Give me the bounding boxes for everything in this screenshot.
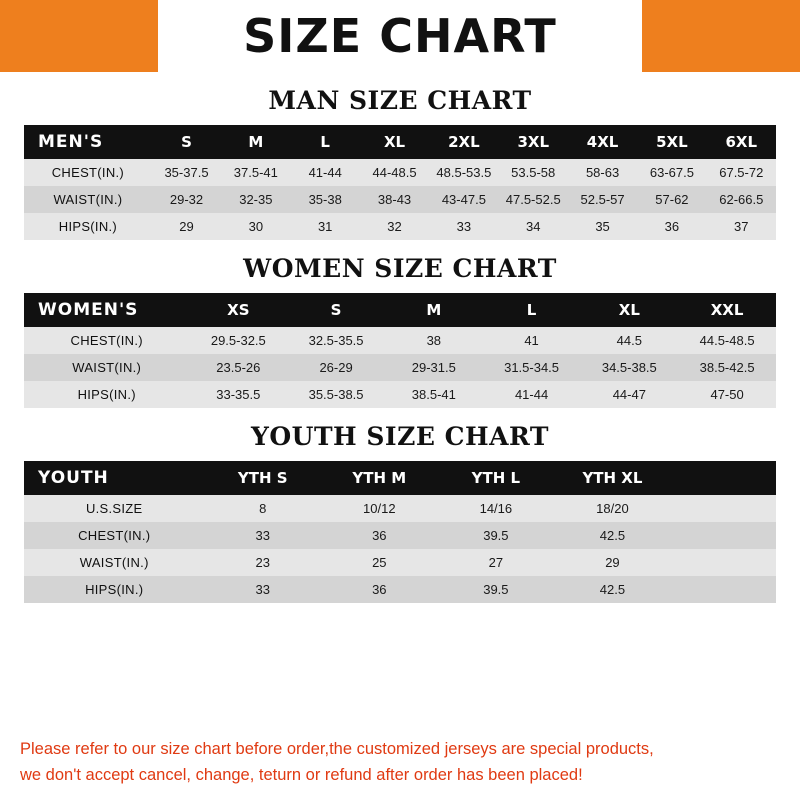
cell: 43-47.5 (429, 186, 498, 213)
table-row (24, 576, 776, 603)
table-row (24, 495, 776, 522)
column-header: YTH XL (554, 461, 671, 495)
cell: 57-62 (637, 186, 706, 213)
cell: 36 (321, 522, 438, 549)
section-youth (24, 422, 776, 603)
table-header-row (24, 293, 776, 327)
column-header: YTH S (204, 461, 321, 495)
cell: 37.5-41 (221, 159, 290, 186)
cell: 44-47 (580, 381, 678, 408)
cell: 38 (385, 327, 483, 354)
row-label: CHEST(IN.) (24, 159, 152, 186)
row-label: CHEST(IN.) (24, 522, 204, 549)
table-man (24, 125, 776, 240)
cell: 35-38 (291, 186, 360, 213)
cell: 41 (483, 327, 581, 354)
cell: 10/12 (321, 495, 438, 522)
row-label: U.S.SIZE (24, 495, 204, 522)
cell: 58-63 (568, 159, 637, 186)
cell: 23.5-26 (189, 354, 287, 381)
cell: 47-50 (678, 381, 776, 408)
cell: 33-35.5 (189, 381, 287, 408)
cell: 35 (568, 213, 637, 240)
cell: 33 (204, 576, 321, 603)
section-title-youth: YOUTH SIZE CHART (251, 422, 549, 451)
footer-line-1: Please refer to our size chart before order,the customized jerseys are special products, (20, 740, 654, 758)
row-label: HIPS(IN.) (24, 213, 152, 240)
row-label: WAIST(IN.) (24, 549, 204, 576)
row-label: WAIST(IN.) (24, 354, 189, 381)
cell: 31.5-34.5 (483, 354, 581, 381)
section-title-man: MAN SIZE CHART (268, 86, 532, 115)
cell: 38.5-41 (385, 381, 483, 408)
column-header: M (385, 293, 483, 327)
cell-spacer (671, 495, 776, 522)
footer-line-2: we don't accept cancel, change, teturn or refund after order has been placed! (20, 766, 583, 784)
cell: 62-66.5 (707, 186, 776, 213)
cell: 53.5-58 (499, 159, 568, 186)
row-label: HIPS(IN.) (24, 576, 204, 603)
cell: 32 (360, 213, 429, 240)
column-header: 5XL (637, 125, 706, 159)
cell: 36 (637, 213, 706, 240)
table-row (24, 549, 776, 576)
header-banner (0, 0, 800, 72)
cell: 42.5 (554, 522, 671, 549)
cell: 39.5 (438, 522, 555, 549)
cell: 14/16 (438, 495, 555, 522)
column-header-spacer (671, 461, 776, 495)
column-header: XS (189, 293, 287, 327)
column-header: XL (580, 293, 678, 327)
cell: 25 (321, 549, 438, 576)
cell: 34.5-38.5 (580, 354, 678, 381)
table-row (24, 213, 776, 240)
cell: 38.5-42.5 (678, 354, 776, 381)
cell: 52.5-57 (568, 186, 637, 213)
section-women (24, 254, 776, 408)
cell: 41-44 (291, 159, 360, 186)
cell: 33 (204, 522, 321, 549)
table-youth (24, 461, 776, 603)
table-header-row (24, 125, 776, 159)
cell: 18/20 (554, 495, 671, 522)
column-header: M (221, 125, 290, 159)
table-corner-label: WOMEN'S (24, 293, 189, 327)
cell: 30 (221, 213, 290, 240)
cell: 29-32 (152, 186, 221, 213)
cell: 63-67.5 (637, 159, 706, 186)
cell: 29.5-32.5 (189, 327, 287, 354)
cell: 29-31.5 (385, 354, 483, 381)
cell-spacer (671, 522, 776, 549)
cell: 48.5-53.5 (429, 159, 498, 186)
footer-note (0, 726, 800, 800)
cell: 26-29 (287, 354, 385, 381)
cell: 42.5 (554, 576, 671, 603)
cell: 32.5-35.5 (287, 327, 385, 354)
cell-spacer (671, 549, 776, 576)
page-title: SIZE CHART (243, 9, 557, 63)
column-header: L (483, 293, 581, 327)
cell: 36 (321, 576, 438, 603)
cell: 44.5 (580, 327, 678, 354)
cell: 27 (438, 549, 555, 576)
cell: 29 (152, 213, 221, 240)
row-label: HIPS(IN.) (24, 381, 189, 408)
cell: 8 (204, 495, 321, 522)
cell: 31 (291, 213, 360, 240)
cell: 47.5-52.5 (499, 186, 568, 213)
table-row (24, 327, 776, 354)
cell: 44-48.5 (360, 159, 429, 186)
row-label: CHEST(IN.) (24, 327, 189, 354)
cell-spacer (671, 576, 776, 603)
cell: 37 (707, 213, 776, 240)
cell: 35.5-38.5 (287, 381, 385, 408)
cell: 23 (204, 549, 321, 576)
cell: 34 (499, 213, 568, 240)
section-man (24, 86, 776, 240)
table-corner-label: YOUTH (24, 461, 204, 495)
cell: 29 (554, 549, 671, 576)
table-row (24, 522, 776, 549)
table-header-row (24, 461, 776, 495)
column-header: XXL (678, 293, 776, 327)
table-row (24, 159, 776, 186)
cell: 67.5-72 (707, 159, 776, 186)
cell: 44.5-48.5 (678, 327, 776, 354)
column-header: 3XL (499, 125, 568, 159)
cell: 35-37.5 (152, 159, 221, 186)
table-row (24, 381, 776, 408)
cell: 39.5 (438, 576, 555, 603)
cell: 41-44 (483, 381, 581, 408)
chart-content (0, 72, 800, 726)
table-women (24, 293, 776, 408)
column-header: YTH L (438, 461, 555, 495)
cell: 32-35 (221, 186, 290, 213)
column-header: XL (360, 125, 429, 159)
column-header: L (291, 125, 360, 159)
row-label: WAIST(IN.) (24, 186, 152, 213)
cell: 33 (429, 213, 498, 240)
cell: 38-43 (360, 186, 429, 213)
table-row (24, 354, 776, 381)
table-row (24, 186, 776, 213)
column-header: S (152, 125, 221, 159)
section-title-women: WOMEN SIZE CHART (243, 254, 557, 283)
column-header: S (287, 293, 385, 327)
column-header: 6XL (707, 125, 776, 159)
column-header: 2XL (429, 125, 498, 159)
column-header: YTH M (321, 461, 438, 495)
table-corner-label: MEN'S (24, 125, 152, 159)
column-header: 4XL (568, 125, 637, 159)
